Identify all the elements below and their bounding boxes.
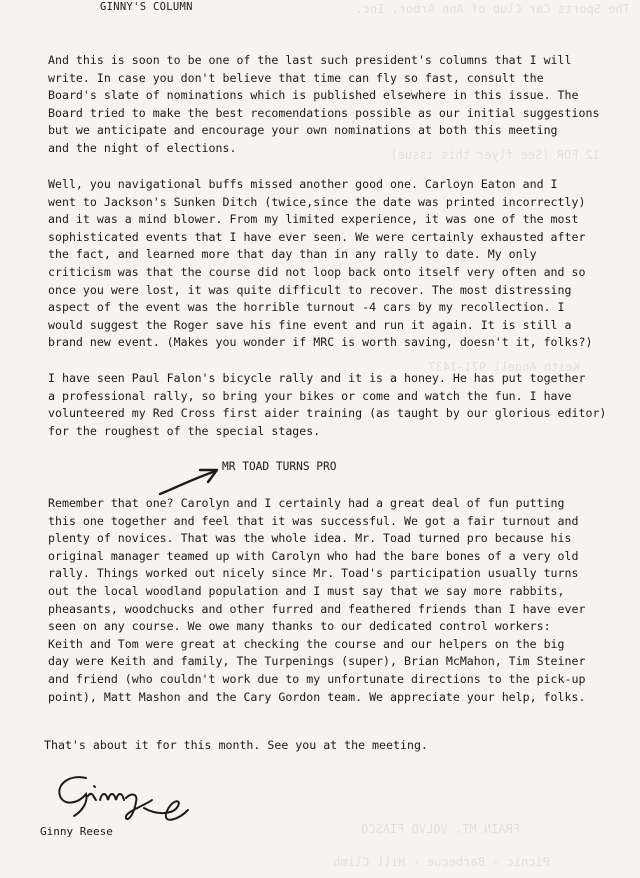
paragraph-nominations xyxy=(48,52,623,158)
text-line: And this is soon to be one of the last such president's columns that I will xyxy=(48,53,572,67)
text-line: I have seen Paul Falon's bicycle rally and it is a honey. He has put together xyxy=(48,371,586,385)
text-line: a professional rally, so bring your bikes or come and watch the fun. I have xyxy=(48,388,572,403)
text-line: but we anticipate and encourage your own nominations at both this meeting xyxy=(48,123,558,138)
handwritten-signature xyxy=(48,770,208,830)
text-line: went to Jackson's Sunken Ditch (twice,since the date was printed incorrectly) xyxy=(48,194,586,209)
text-line: Board's slate of nominations which is published elsewhere in this issue. The xyxy=(48,88,579,103)
paragraph-bicycle-rally xyxy=(48,370,623,440)
text-line: and the night of elections. xyxy=(48,140,237,155)
paragraph-sunken-ditch xyxy=(48,176,623,352)
text-line: this one together and feel that it was successful. We got a fair turnout and xyxy=(48,513,579,528)
text-line: seen on any course. We owe many thanks to our dedicated control workers: xyxy=(48,619,551,634)
text-line: and friend (who couldn't work due to my unfortunate directions to the pick-up xyxy=(48,671,586,686)
text-line: volunteered my Red Cross first aider training (as taught by our glorious editor) xyxy=(48,406,607,421)
text-line: point), Matt Mashon and the Cary Gordon team. We appreciate your help, folks. xyxy=(48,689,586,704)
text-line: Remember that one? Carolyn and I certainly had a great deal of fun putting xyxy=(48,496,565,510)
text-line: aspect of the event was the horrible turnout -4 cars by my recollection. I xyxy=(48,300,565,315)
text-line: rally. Things worked out nicely since Mr. Toad's participation usually turns xyxy=(48,566,579,581)
bleed-line: The Sports Car Club of Ann Arbor, Inc. xyxy=(355,2,630,16)
column-title: GINNY'S COLUMN xyxy=(100,1,193,13)
text-line: day were Keith and family, The Turpenings (super), Brian McMahon, Tim Steiner xyxy=(48,654,586,669)
signature-name: Ginny Reese xyxy=(40,825,113,838)
text-line: and it was a mind blower. From my limited experience, it was one of the most xyxy=(48,212,579,227)
text-line: original manager teamed up with Carolyn who had the bare bones of a very old xyxy=(48,548,579,563)
text-line: pheasants, woodchucks and other furred and feathered friends than I have ever xyxy=(48,601,586,616)
hand-drawn-arrow-icon xyxy=(150,468,220,498)
text-line: Well, you navigational buffs missed another good one. Carloyn Eaton and I xyxy=(48,177,558,191)
text-line: plenty of novices. That was the whole idea. Mr. Toad turned pro because his xyxy=(48,531,572,546)
bleed-line: FRAIN MT. VOLVO FIASCO xyxy=(361,822,520,836)
text-line: out the local woodland population and I must say that we say more rabbits, xyxy=(48,583,565,598)
bleed-line: Picnic - Barbecue - Hill Climb xyxy=(333,855,550,869)
text-line: Board tried to make the best recomendations possible as our initial suggestions xyxy=(48,105,600,120)
text-line: write. In case you don't believe that time can fly so fast, consult the xyxy=(48,70,544,85)
bleed-line: 12 FOR (See flyer this issue) xyxy=(390,148,600,162)
paragraph-mr-toad xyxy=(48,495,623,706)
text-line: once you were lost, it was quite difficult to recover. The most distressing xyxy=(48,282,572,297)
text-line: criticism was that the course did not loop back onto itself very often and so xyxy=(48,264,586,279)
text-line: the fact, and learned more that day than in any rally to date. My only xyxy=(48,247,537,262)
text-line: Keith and Tom were great at checking the course and our helpers on the big xyxy=(48,636,565,651)
text-line: brand new event. (Makes you wonder if MRC is worth saving, doesn't it, folks?) xyxy=(48,335,593,350)
bleed-line: Keith Angell 971-1437 xyxy=(428,360,580,374)
text-line: would suggest the Roger save his fine event and run it again. It is still a xyxy=(48,317,572,332)
closing-line: That's about it for this month. See you at the meeting. xyxy=(44,738,428,752)
text-line: sophisticated events that I have ever seen. We were certainly exhausted after xyxy=(48,229,586,244)
text-line: for the roughest of the special stages. xyxy=(48,423,321,438)
section-heading: MR TOAD TURNS PRO xyxy=(222,460,337,473)
